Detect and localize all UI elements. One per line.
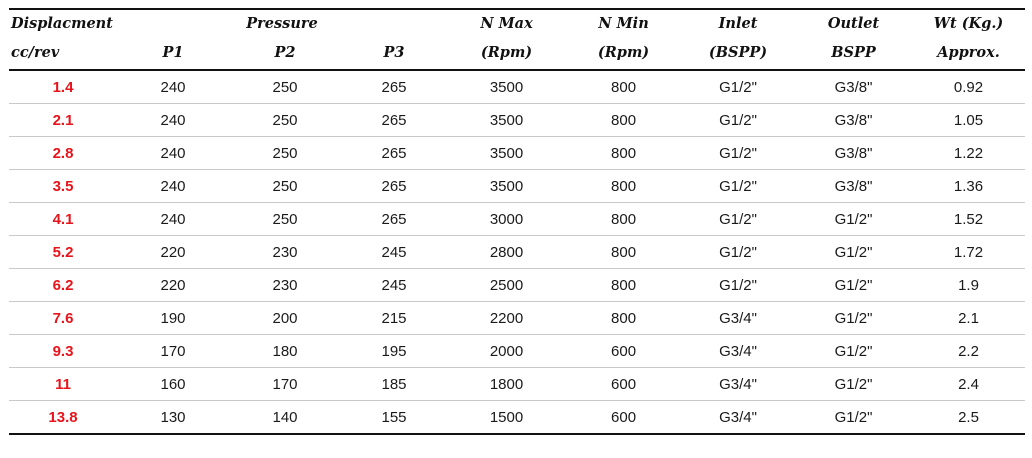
cell-p3: 185 <box>341 368 447 401</box>
cell-p2: 170 <box>229 368 341 401</box>
cell-p3: 265 <box>341 70 447 104</box>
cell-displacement: 11 <box>9 368 117 401</box>
cell-n-max: 3000 <box>447 203 566 236</box>
cell-inlet: G3/4" <box>681 368 795 401</box>
cell-inlet: G1/2" <box>681 137 795 170</box>
table-row <box>9 401 1025 435</box>
cell-n-max: 2500 <box>447 269 566 302</box>
cell-displacement: 7.6 <box>9 302 117 335</box>
cell-outlet: G1/2" <box>795 302 912 335</box>
cell-n-min: 800 <box>566 170 681 203</box>
cell-p3: 215 <box>341 302 447 335</box>
cell-inlet: G3/4" <box>681 335 795 368</box>
cell-p3: 265 <box>341 170 447 203</box>
header-pressure: Pressure <box>246 14 318 32</box>
cell-n-min: 600 <box>566 368 681 401</box>
cell-n-min: 800 <box>566 70 681 104</box>
table-row <box>9 335 1025 368</box>
cell-p2: 250 <box>229 203 341 236</box>
cell-p1: 240 <box>117 203 229 236</box>
cell-displacement: 9.3 <box>9 335 117 368</box>
cell-p3: 155 <box>341 401 447 435</box>
cell-p1: 220 <box>117 269 229 302</box>
header-n-min-unit: (Rpm) <box>597 44 650 61</box>
cell-p2: 250 <box>229 137 341 170</box>
table-row <box>9 203 1025 236</box>
cell-weight: 1.9 <box>912 269 1025 302</box>
cell-n-max: 3500 <box>447 170 566 203</box>
table-row <box>9 368 1025 401</box>
cell-weight: 1.22 <box>912 137 1025 170</box>
cell-outlet: G3/8" <box>795 104 912 137</box>
cell-p2: 180 <box>229 335 341 368</box>
cell-weight: 2.5 <box>912 401 1025 435</box>
cell-p2: 230 <box>229 236 341 269</box>
cell-inlet: G1/2" <box>681 269 795 302</box>
cell-weight: 1.52 <box>912 203 1025 236</box>
cell-weight: 2.4 <box>912 368 1025 401</box>
cell-n-min: 600 <box>566 401 681 435</box>
cell-outlet: G3/8" <box>795 137 912 170</box>
cell-p1: 190 <box>117 302 229 335</box>
cell-outlet: G1/2" <box>795 368 912 401</box>
cell-displacement: 1.4 <box>9 70 117 104</box>
cell-n-min: 800 <box>566 104 681 137</box>
cell-p1: 170 <box>117 335 229 368</box>
cell-inlet: G1/2" <box>681 70 795 104</box>
cell-n-max: 3500 <box>447 70 566 104</box>
header-outlet: Outlet <box>827 14 880 32</box>
cell-p3: 245 <box>341 236 447 269</box>
cell-n-max: 3500 <box>447 104 566 137</box>
cell-p2: 250 <box>229 104 341 137</box>
cell-n-min: 800 <box>566 137 681 170</box>
cell-p2: 140 <box>229 401 341 435</box>
header-weight: Wt (Kg.) <box>933 14 1004 32</box>
cell-p2: 230 <box>229 269 341 302</box>
table-row <box>9 104 1025 137</box>
cell-outlet: G1/2" <box>795 335 912 368</box>
header-n-max: N Max <box>480 14 533 32</box>
cell-displacement: 13.8 <box>9 401 117 435</box>
table-row <box>9 236 1025 269</box>
header-row-2 <box>9 36 1025 70</box>
header-cc-rev: cc/rev <box>11 44 60 61</box>
cell-p3: 195 <box>341 335 447 368</box>
table-row <box>9 302 1025 335</box>
header-p2: P2 <box>274 44 296 61</box>
cell-n-min: 600 <box>566 335 681 368</box>
cell-weight: 1.05 <box>912 104 1025 137</box>
header-p1: P1 <box>162 44 184 61</box>
cell-p1: 240 <box>117 170 229 203</box>
cell-weight: 0.92 <box>912 70 1025 104</box>
cell-p2: 250 <box>229 70 341 104</box>
header-row-1 <box>9 9 1025 36</box>
cell-inlet: G1/2" <box>681 170 795 203</box>
cell-displacement: 2.8 <box>9 137 117 170</box>
cell-weight: 2.2 <box>912 335 1025 368</box>
table-row <box>9 70 1025 104</box>
cell-displacement: 5.2 <box>9 236 117 269</box>
cell-n-max: 1500 <box>447 401 566 435</box>
cell-n-max: 2800 <box>447 236 566 269</box>
cell-n-max: 1800 <box>447 368 566 401</box>
cell-outlet: G3/8" <box>795 170 912 203</box>
header-inlet: Inlet <box>718 14 758 32</box>
cell-inlet: G1/2" <box>681 104 795 137</box>
table-header <box>9 9 1025 70</box>
table-row <box>9 269 1025 302</box>
header-n-max-unit: (Rpm) <box>480 44 533 61</box>
header-displacement: Displacment <box>11 14 113 32</box>
cell-n-max: 2000 <box>447 335 566 368</box>
cell-inlet: G1/2" <box>681 203 795 236</box>
cell-p1: 240 <box>117 104 229 137</box>
header-n-min: N Min <box>598 14 649 32</box>
table-row <box>9 137 1025 170</box>
pump-spec-table <box>9 8 1025 435</box>
cell-p3: 265 <box>341 137 447 170</box>
cell-weight: 1.36 <box>912 170 1025 203</box>
cell-n-max: 2200 <box>447 302 566 335</box>
cell-weight: 2.1 <box>912 302 1025 335</box>
cell-outlet: G1/2" <box>795 269 912 302</box>
cell-inlet: G3/4" <box>681 302 795 335</box>
cell-displacement: 4.1 <box>9 203 117 236</box>
cell-p3: 265 <box>341 104 447 137</box>
cell-p1: 130 <box>117 401 229 435</box>
table-row <box>9 170 1025 203</box>
cell-displacement: 2.1 <box>9 104 117 137</box>
header-weight-unit: Approx. <box>937 44 1000 61</box>
cell-outlet: G3/8" <box>795 70 912 104</box>
cell-p1: 240 <box>117 137 229 170</box>
cell-n-min: 800 <box>566 302 681 335</box>
table-body <box>9 70 1025 434</box>
cell-n-min: 800 <box>566 236 681 269</box>
cell-inlet: G3/4" <box>681 401 795 435</box>
cell-displacement: 6.2 <box>9 269 117 302</box>
cell-p1: 220 <box>117 236 229 269</box>
cell-outlet: G1/2" <box>795 236 912 269</box>
cell-n-min: 800 <box>566 203 681 236</box>
header-p3: P3 <box>383 44 405 61</box>
cell-p1: 240 <box>117 70 229 104</box>
cell-outlet: G1/2" <box>795 401 912 435</box>
cell-weight: 1.72 <box>912 236 1025 269</box>
cell-p3: 245 <box>341 269 447 302</box>
header-inlet-unit: (BSPP) <box>708 44 768 61</box>
cell-p1: 160 <box>117 368 229 401</box>
cell-n-min: 800 <box>566 269 681 302</box>
cell-n-max: 3500 <box>447 137 566 170</box>
cell-displacement: 3.5 <box>9 170 117 203</box>
header-outlet-unit: BSPP <box>831 44 876 61</box>
cell-p3: 265 <box>341 203 447 236</box>
cell-p2: 200 <box>229 302 341 335</box>
cell-outlet: G1/2" <box>795 203 912 236</box>
cell-inlet: G1/2" <box>681 236 795 269</box>
cell-p2: 250 <box>229 170 341 203</box>
